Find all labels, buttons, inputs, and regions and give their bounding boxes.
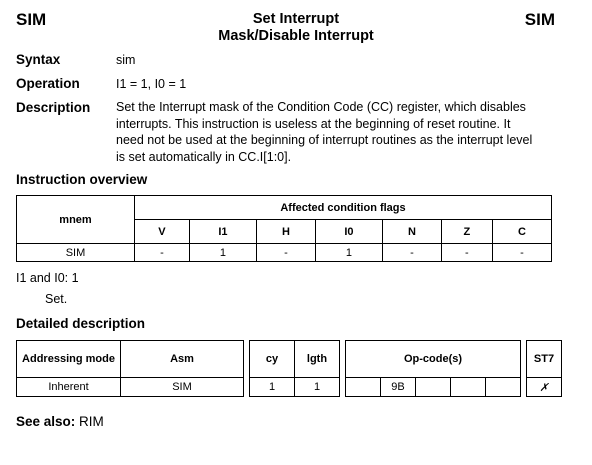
- flag-cell-i0: 1: [315, 244, 382, 262]
- header-mnemonic-right: SIM: [524, 10, 555, 29]
- lgth-header: lgth: [295, 341, 340, 378]
- asm-cell: SIM: [121, 378, 244, 397]
- flag-cell-h: -: [257, 244, 316, 262]
- lgth-cell: 1: [295, 378, 340, 397]
- overview-heading: Instruction overview: [16, 172, 148, 187]
- flag-note-detail: Set.: [45, 292, 68, 306]
- syntax-label: Syntax: [16, 52, 61, 67]
- detailed-heading: Detailed description: [16, 316, 146, 331]
- st7-cell: ✗: [527, 378, 562, 397]
- operation-value: I1 = 1, I0 = 1: [116, 77, 187, 91]
- opcode-cell: [346, 378, 381, 397]
- flag-header-n: N: [382, 220, 441, 244]
- asm-header: Asm: [121, 341, 244, 378]
- flag-note-title: I1 and I0: 1: [16, 271, 79, 285]
- description-line: Set the Interrupt mask of the Condition Code (CC) register, which disables: [116, 100, 526, 114]
- opcode-cell: 9B: [381, 378, 416, 397]
- flag-cell-c: -: [492, 244, 551, 262]
- page-title-line1: Set Interrupt: [252, 11, 340, 27]
- cy-header: cy: [250, 341, 295, 378]
- flag-cell-v: -: [135, 244, 190, 262]
- table-row: [17, 244, 552, 262]
- opcode-cell: [451, 378, 486, 397]
- operation-label: Operation: [16, 76, 80, 91]
- cy-cell: 1: [250, 378, 295, 397]
- addressing-mode-header: Addressing mode: [17, 341, 121, 378]
- opcode-cell: [486, 378, 521, 397]
- flag-header-i0: I0: [315, 220, 382, 244]
- flag-cell-z: -: [441, 244, 492, 262]
- description-line: interrupts. This instruction is useless at the beginning of reset routine. It: [116, 116, 511, 131]
- table-row: [17, 378, 562, 397]
- detailed-table: [16, 340, 562, 397]
- opcode-cell: [416, 378, 451, 397]
- description-line: is set automatically in CC.I[1:0].: [116, 149, 292, 164]
- mnem-cell: SIM: [17, 244, 135, 262]
- mnem-header: mnem: [17, 196, 135, 244]
- flag-cell-i1: 1: [189, 244, 256, 262]
- opcode-header: Op-code(s): [346, 341, 521, 378]
- description-label: Description: [16, 100, 91, 115]
- st7-header: ST7: [527, 341, 562, 378]
- see-also: [16, 414, 104, 429]
- header-mnemonic-left: SIM: [16, 10, 47, 29]
- flags-header: Affected condition flags: [135, 196, 552, 220]
- see-also-label: See also:: [16, 414, 76, 429]
- flag-header-v: V: [135, 220, 190, 244]
- description-line: need not be used at the beginning of interrupt routines as the interrupt level: [116, 133, 533, 147]
- addressing-mode-cell: Inherent: [17, 378, 121, 397]
- syntax-value: sim: [116, 53, 136, 67]
- flag-header-c: C: [492, 220, 551, 244]
- see-also-link[interactable]: RIM: [79, 414, 104, 429]
- overview-table: [16, 195, 552, 262]
- flag-header-h: H: [257, 220, 316, 244]
- page-title-line2: Mask/Disable Interrupt: [218, 28, 374, 44]
- description-text: [116, 99, 566, 165]
- flag-header-z: Z: [441, 220, 492, 244]
- flag-cell-n: -: [382, 244, 441, 262]
- flag-header-i1: I1: [189, 220, 256, 244]
